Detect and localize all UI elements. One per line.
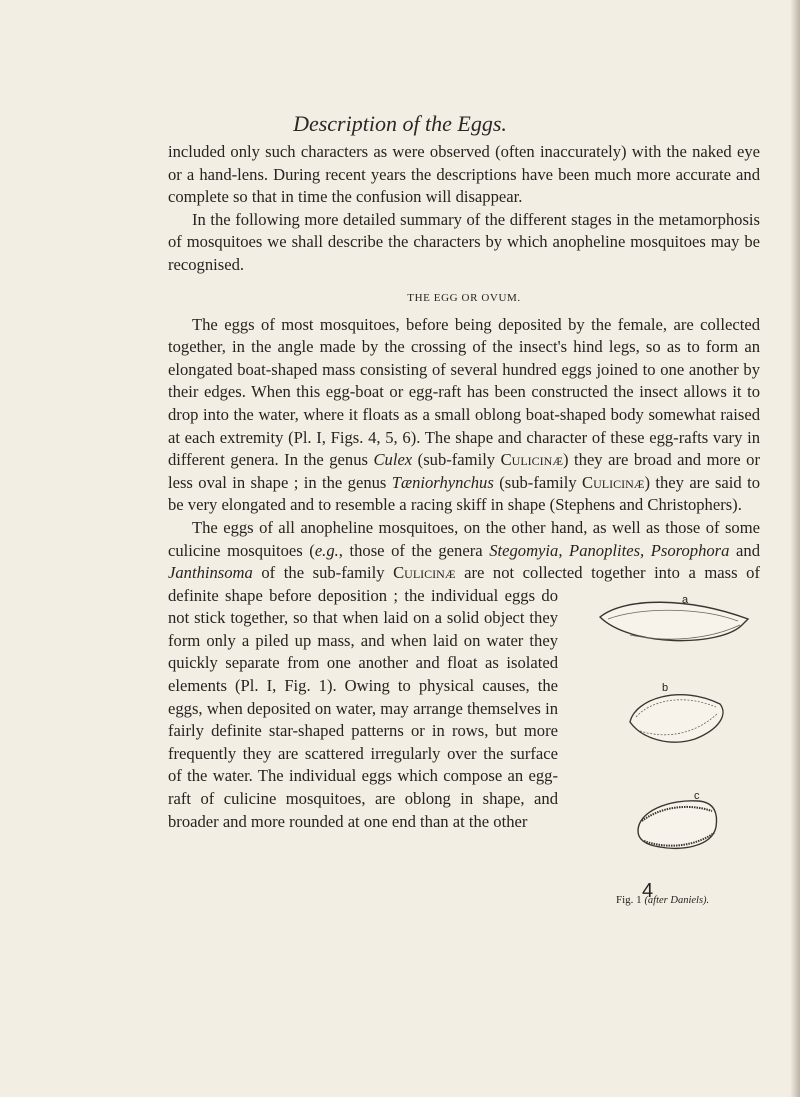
p4-text-c: and [729,540,760,560]
figure-caption-number: Fig. 1 [616,893,642,906]
egg-c-label: c [694,789,700,802]
p4-text-e-before-figure: are not collected together into a mass of definite shape before [168,563,760,605]
egg-b-drawing [630,694,723,741]
genus-janthinsoma: Janthinsoma [168,563,253,583]
subfamily-culicinae-1: Culicinæ [500,450,564,470]
egg-a-label: a [682,593,689,606]
egg-c-drawing [638,800,717,848]
running-head: Description of the Eggs. [293,111,507,136]
genus-culex: Culex [373,450,413,470]
page-number: 4 [642,880,654,902]
paragraph-1: included only such characters as were observed (often inaccurately) with the naked eye or a hand-lens. During recent years the descriptions have been much more accurate and complete so that in time the confusion will disappear. [168,142,760,207]
eg-abbrev: e.g. [314,540,339,560]
figure-caption-credit: (after Daniels). [644,894,710,906]
section-heading: THE EGG OR OVUM. [407,291,521,304]
p4-text-d: of the sub-family [252,563,394,583]
paragraph-4 [168,517,760,906]
page-edge-shadow [790,0,800,1097]
p3-text-d: (sub-family [493,472,583,492]
egg-b-label: b [662,681,669,694]
figure-1 [570,589,760,911]
p4-text-b: , those of the genera [338,540,490,560]
p3-text-a: The eggs of most mosquitoes, before being deposited by the female, are collected together, in the angle made by the crossing of the insect's hind legs, so as to form an elongated boat-shaped mass consisting of several hundred eggs joined to one another by their edges. When this egg-boat or egg-raft has been constructed the insect allows it to drop into the water, where it floats as a small oblong boat-shaped body somewhat raised at each extremity (Pl. I, Figs. 4, 5, 6). The shape and character of these egg-rafts vary in different genera. In the genus [168,314,760,470]
p4-text-e-after-figure: deposition ; the individual eggs do not stick together, so that when laid on a solid object they form only a piled up mass, and when laid on water they quickly separate from one another and float as isolated elements (Pl. I, Fig. 1). Owing to physical causes, the eggs, when deposited on water, may arrange themselves in fairly definite star-shaped patterns or in rows, but more frequently they are scattered irregularly over the surface of the water. The individual eggs which compose an egg-raft of culicine mosquitoes, are oblong in shape, and broader and more rounded at one end than at the other [168,585,558,831]
paragraph-3 [168,314,760,517]
subfamily-culicinae-3: Culicinæ [393,563,456,583]
p3-text-c: ) they are broad and more or less oval in shape ; in the genus [168,450,760,492]
egg-illustrations [570,589,760,889]
p3-text-e: ) they are said to be very elongated and to resemble a racing skiff in shape (Stephens and Christophers). [168,472,760,515]
body-text [168,141,760,911]
subfamily-culicinae-2: Culicinæ [582,472,645,492]
p4-text-a: The eggs of all anopheline mosquitoes, on the other hand, as well as those of some culicine mosquitoes ( [168,517,760,560]
paragraph-2: In the following more detailed summary of the different stages in the metamorphosis of mosquitoes we shall describe the characters by which anopheline mosquitoes may be recognised. [168,209,760,274]
p3-text-b: (sub-family [412,450,501,470]
genus-taeniorhynchus: Tæniorhynchus [391,472,494,492]
genera-list: Stegomyia, Panoplites, Psorophora [489,540,730,560]
